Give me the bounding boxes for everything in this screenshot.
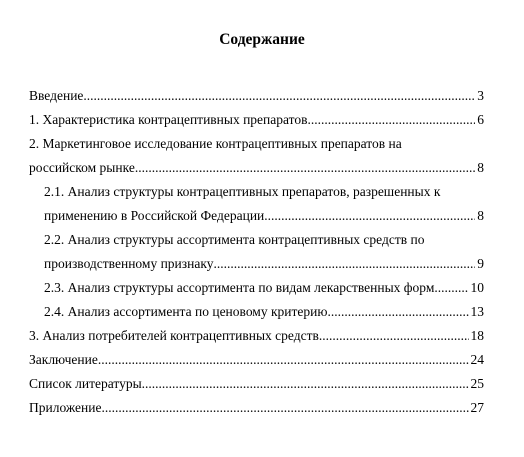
toc-entry-text: 2.4. Анализ ассортимента по ценовому критерию [44,304,328,319]
table-of-contents [29,84,484,420]
dot-leader [327,300,468,324]
toc-entry-text: 1. Характеристика контрацептивных препаратов [29,112,308,127]
toc-entry-text: 2. Маркетинговое исследование контрацептивных препаратов на [29,136,402,151]
toc-page-number: 3 [477,88,484,103]
dot-leader [308,108,476,132]
toc-page-number: 27 [470,400,484,415]
toc-entry-text: 3. Анализ потребителей контрацептивных средств [29,328,319,343]
toc-entry-section-2-3 [29,276,484,300]
dot-leader [142,372,469,396]
toc-entry-section-2-1-line1 [29,180,484,204]
toc-entry-section-2-2-line1 [29,228,484,252]
toc-entry-text: 2.1. Анализ структуры контрацептивных препаратов, разрешенных к [44,184,441,199]
toc-entry-text: Приложение [29,400,102,415]
toc-entry-references [29,372,484,396]
toc-entry-introduction [29,84,484,108]
dot-leader [213,252,475,276]
toc-entry-text: Заключение [29,352,98,367]
toc-entry-text: российском рынке [29,160,135,175]
dot-leader [135,156,475,180]
dot-leader [83,84,475,108]
toc-entry-text: 2.2. Анализ структуры ассортимента контрацептивных средств по [44,232,425,247]
toc-entry-chapter-2 [29,156,484,180]
toc-page-number: 6 [477,112,484,127]
toc-page-number: 13 [470,304,484,319]
toc-entry-text: 2.3. Анализ структуры ассортимента по видам лекарственных форм [44,280,435,295]
toc-page-number: 10 [470,280,484,295]
dot-leader [434,276,468,300]
toc-entry-chapter-1 [29,108,484,132]
toc-entry-text: Список литературы [29,376,142,391]
toc-entry-section-2-2 [29,252,484,276]
toc-entry-section-2-4 [29,300,484,324]
dot-leader [101,396,468,420]
toc-entry-section-2-1 [29,204,484,228]
toc-entry-text: Введение [29,88,84,103]
toc-page-number: 8 [477,160,484,175]
toc-page-number: 9 [477,256,484,271]
toc-page-number: 24 [470,352,484,367]
dot-leader [264,204,475,228]
toc-entry-text: производственному признаку [44,256,214,271]
toc-page-number: 8 [477,208,484,223]
toc-entry-appendix [29,396,484,420]
toc-entry-text: применению в Российской Федерации [44,208,265,223]
toc-page-number: 18 [470,328,484,343]
dot-leader [319,324,469,348]
page-title: Содержание [219,31,305,48]
dot-leader [98,348,469,372]
toc-page-number: 25 [470,376,484,391]
toc-entry-chapter-2-line1 [29,132,484,156]
toc-entry-conclusion [29,348,484,372]
toc-entry-chapter-3 [29,324,484,348]
